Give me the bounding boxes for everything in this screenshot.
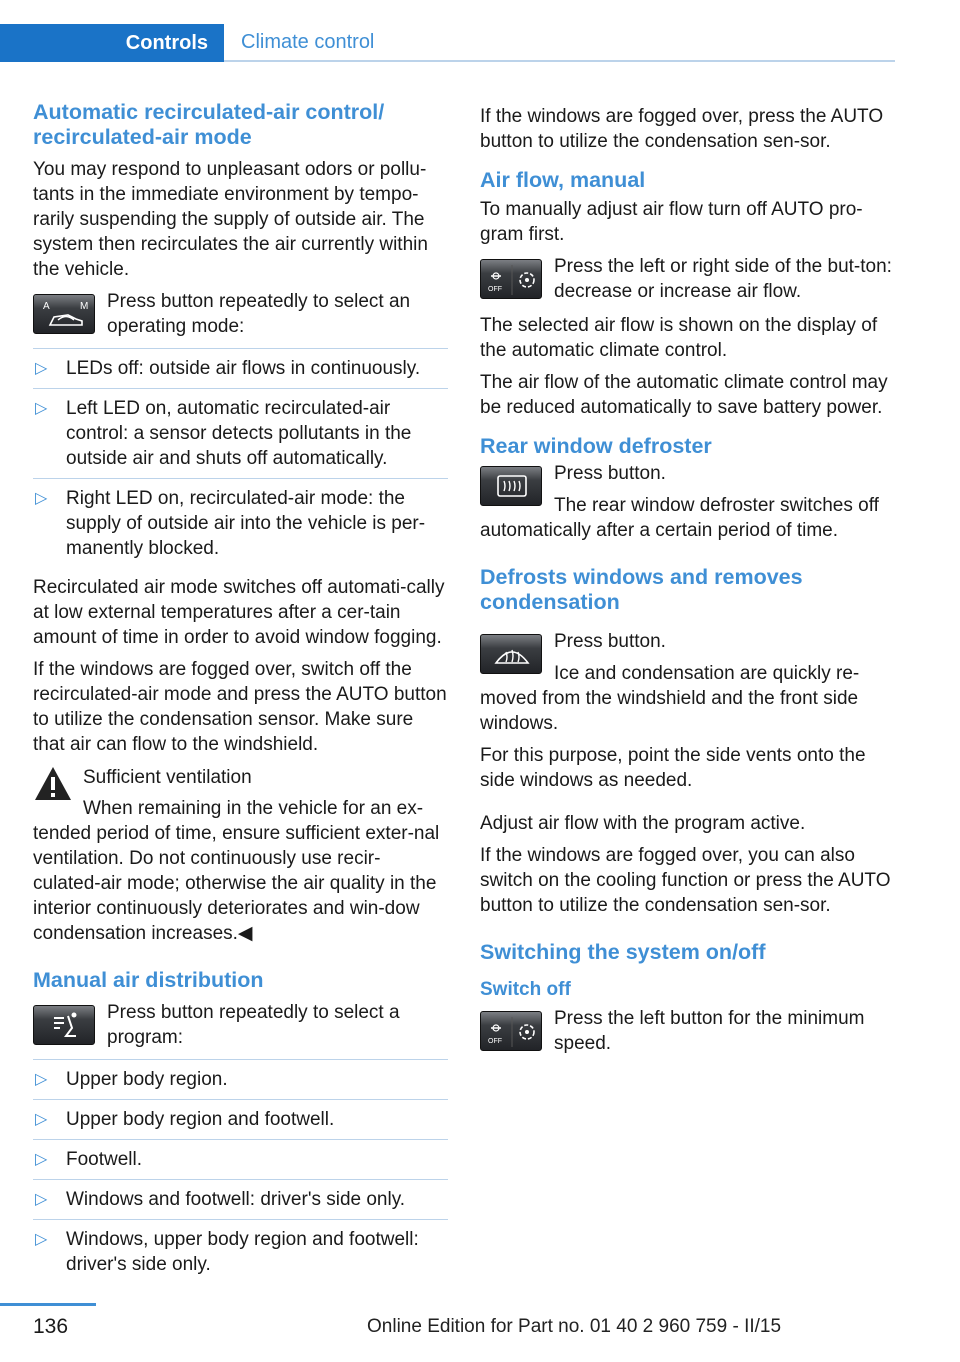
recirc-auto-off-text: Recirculated air mode switches off automati-cally at low external temperatures after a cer-tain amount of time in order to avoid window fogging. [33,577,445,648]
recirc-intro: You may respond to unpleasant odors or pollu-tants in the immediate environment by tempo-rarily suspending the supply of outside air. The system then recirculates the air currently within the vehicle. [33,159,428,280]
left-column [33,100,448,1291]
bullet-triangle-icon: ▷ [35,1231,48,1248]
defrost-instruction [480,629,896,654]
edition-text: Online Edition for Part no. 01 40 2 960 759 - II/15 [367,1316,782,1337]
air-flow-instruction [480,254,896,304]
list-item: ▷ Right LED on, recirculated-air mode: the supply of outside air into the vehicle is per-manently blocked. [35,488,426,559]
heading-switch-off: Switch off [480,979,571,1000]
air-distribution-instruction [33,1000,448,1050]
air-flow-battery-text: The air flow of the automatic climate control may be reduced automatically to save battery power. [480,372,888,418]
fog-auto-text: If the windows are fogged over, press the AUTO button to utilize the condensation sen-sor. [480,106,884,152]
switch-off-instruction [480,1006,896,1056]
rear-defroster-text: The rear window defroster switches off automatically after a certain period of time. [480,495,879,541]
rear-defroster-instruction [480,461,896,486]
list-item: ▷ Upper body region. [33,1067,448,1100]
warning-triangle-icon [33,765,73,803]
defrost-text: Ice and condensation are quickly re-moved from the windshield and the front side windows. [480,663,860,734]
page-number: 136 [33,1315,69,1338]
defrost-cooling-text: If the windows are fogged over, you can also switch on the cooling function or press the AUTO button to utilize the condensation sen-sor. [480,845,891,916]
list-item: ▷ Left LED on, automatic recirculated-air control: a sensor detects pollutants in the outside air and shuts off automatically. [33,396,448,479]
bullet-triangle-icon: ▷ [35,1191,48,1208]
defrost-press-text: Press button. [554,631,666,652]
heading-rear-window-defroster: Rear window defroster [480,434,712,458]
recirc-icon-a: A [43,301,50,312]
right-column [480,104,896,1056]
recirc-fog-text: If the windows are fogged over, switch off the recirculated-air mode and press the AUTO button to utilize the condensation sensor. Make sure that air can flow to the windshield. [33,659,447,755]
list-item: ▷ Footwell. [33,1147,448,1180]
heading-air-flow-manual: Air flow, manual [480,168,646,192]
defrost-vents-text: For this purpose, point the side vents onto the side windows as needed. [480,745,866,791]
air-flow-display-text: The selected air flow is shown on the display of the automatic climate control. [480,315,878,361]
front-defrost-button-icon [480,634,542,674]
list-item: ▷ LEDs off: outside air flows in continuously. [33,356,448,389]
list-item: ▷ Windows and footwell: driver's side only. [33,1187,448,1220]
header-section-tab [0,24,224,62]
fan-off-label: OFF [488,286,502,293]
bullet-triangle-icon: ▷ [35,1111,48,1128]
header-subsection [224,24,895,62]
fan-off-label-2: OFF [488,1038,502,1045]
fan-speed-button-icon-2 [480,1011,542,1051]
heading-defrost-windows: Defrosts windows and removes condensation [480,565,803,614]
air-flow-press-text: Press the left or right side of the but-ton: decrease or increase air flow. [554,256,892,302]
footer-rule [0,1303,96,1306]
header-section-label: Controls [125,31,208,54]
rear-defroster-press-text: Press button. [554,463,666,484]
bullet-triangle-icon: ▷ [35,400,48,417]
list-item: ▷ Windows, upper body region and footwell: driver's side only. [35,1229,419,1275]
switch-off-text: Press the left button for the minimum speed. [554,1008,865,1054]
air-distribution-press-text: Press button repeatedly to select a program: [107,1002,400,1048]
bullet-triangle-icon: ▷ [35,1151,48,1168]
bullet-triangle-icon: ▷ [35,490,48,507]
recirc-press-text: Press button repeatedly to select an operating mode: [107,291,411,337]
warning-text: When remaining in the vehicle for an ex-tended period of time, ensure sufficient exter-nal ventilation. Do not continuously use recir-culated-air mode; otherwise the air quality in the interior continuously deteriorates and win-dow condensation increases.◀ [33,798,440,944]
recirc-button-instruction [33,289,448,339]
list-item: ▷ Upper body region and footwell. [33,1107,448,1140]
recirc-button-icon [33,294,95,334]
bullet-triangle-icon: ▷ [35,1071,48,1088]
recirc-icon-m: M [80,301,89,312]
rear-defroster-button-icon [480,466,542,506]
bullet-triangle-icon: ▷ [35,360,48,377]
ventilation-warning [33,765,448,790]
heading-recirculated-air: Automatic recirculated-air control/ recirculated-air mode [33,100,385,149]
recirc-modes-list [33,348,448,568]
programs-list [33,1059,448,1284]
warning-title: Sufficient ventilation [83,767,252,788]
heading-manual-air-distribution: Manual air distribution [33,968,264,992]
defrost-adjust-text: Adjust air flow with the program active. [480,813,806,834]
air-distribution-button-icon [33,1005,95,1045]
heading-switching-system: Switching the system on/off [480,940,766,964]
air-flow-first-text: To manually adjust air flow turn off AUTO pro-gram first. [480,199,863,245]
fan-speed-button-icon [480,259,542,299]
header-subsection-label: Climate control [241,30,375,53]
